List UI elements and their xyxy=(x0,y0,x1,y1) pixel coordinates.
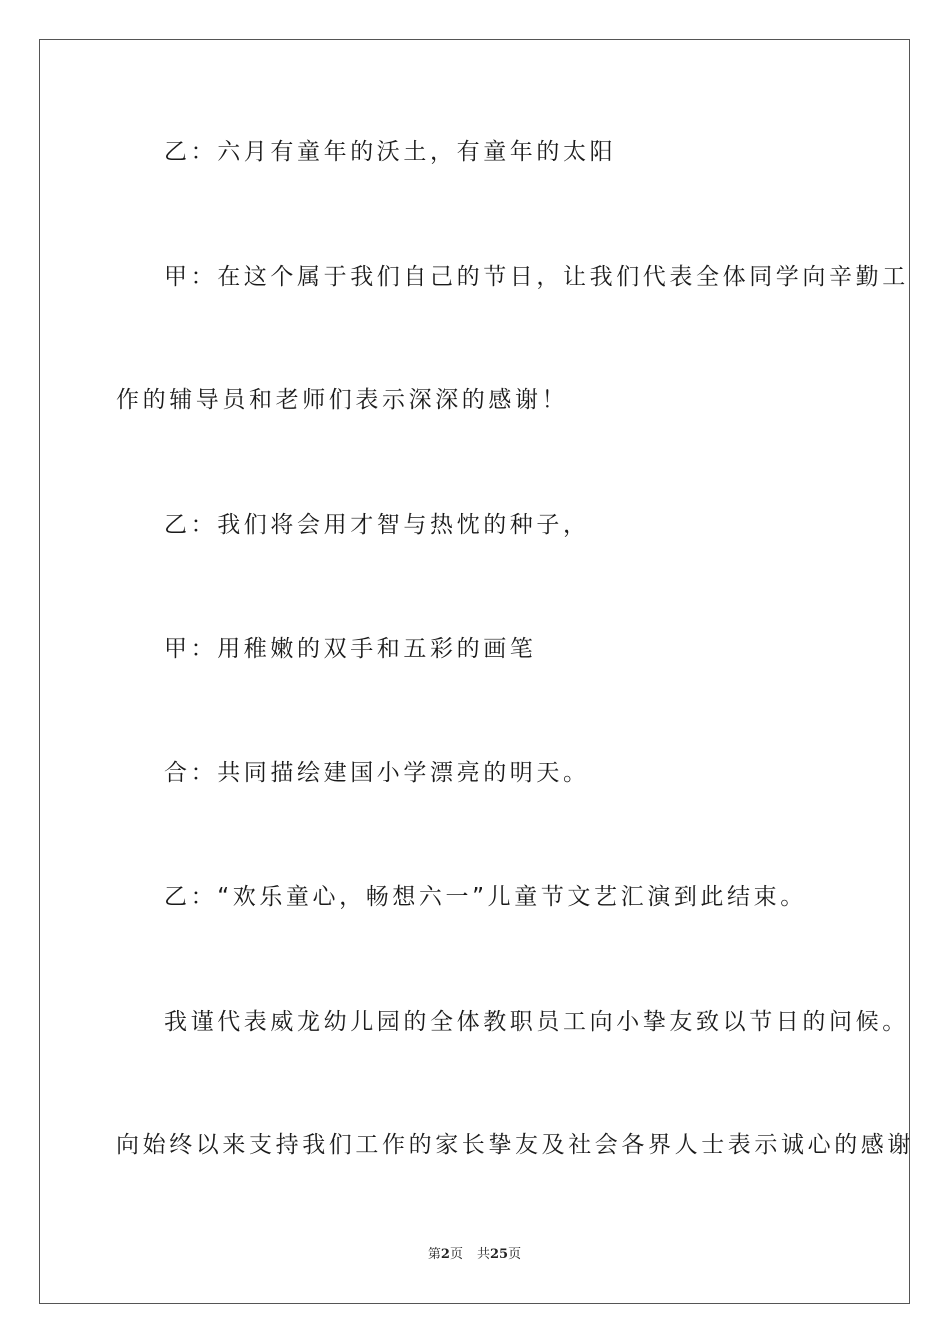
paragraph-4: 甲：用稚嫩的双手和五彩的画笔 xyxy=(164,636,537,662)
paragraph-8: 向始终以来支持我们工作的家长挚友及社会各界人士表示诚心的感谢 xyxy=(116,1132,914,1158)
paragraph-5: 合：共同描绘建国小学漂亮的明天。 xyxy=(164,760,590,786)
footer-total-pages: 25 xyxy=(489,1247,509,1262)
page-footer xyxy=(40,1246,909,1264)
paragraph-1: 乙：六月有童年的沃土，有童年的太阳 xyxy=(164,139,617,165)
footer-total-prefix: 共 xyxy=(476,1247,490,1262)
footer-page-prefix: 第 xyxy=(427,1247,441,1262)
footer-page-suffix: 页 xyxy=(449,1247,463,1262)
page-frame xyxy=(39,39,914,1304)
footer-total-suffix: 页 xyxy=(508,1247,522,1262)
footer-page-number: 2 xyxy=(440,1247,450,1262)
paragraph-3: 乙：我们将会用才智与热忱的种子， xyxy=(164,512,590,538)
paragraph-6: 乙：“欢乐童心，畅想六一”儿童节文艺汇演到此结束。 xyxy=(164,884,807,910)
paragraph-2: 甲：在这个属于我们自己的节日，让我们代表全体同学向辛勤工 xyxy=(164,264,909,290)
paragraph-2-continued: 作的辅导员和老师们表示深深的感谢！ xyxy=(116,387,569,413)
paragraph-7: 我谨代表威龙幼儿园的全体教职员工向小挚友致以节日的问候。 xyxy=(164,1009,909,1035)
